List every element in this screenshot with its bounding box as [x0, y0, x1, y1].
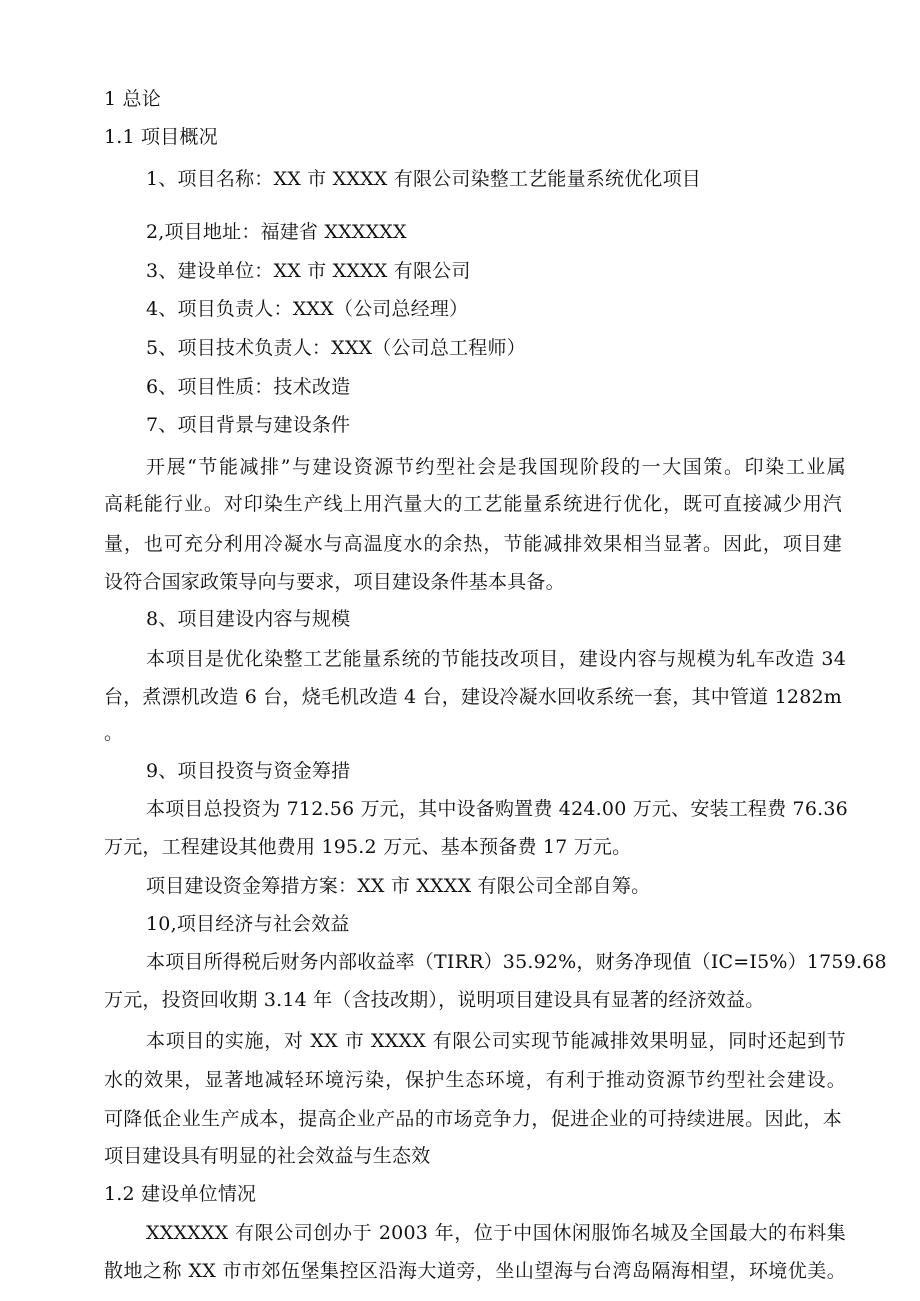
item-project-nature: 6、项目性质：技术改造	[146, 376, 351, 398]
paragraph-background-line-1: 开展“节能减排”与建设资源节约型社会是我国现阶段的一大国策。印染工业属	[146, 456, 846, 478]
paragraph-social-line-1: 本项目的实施，对 XX 市 XXXX 有限公司实现节能减排效果明显，同时还起到节	[146, 1030, 846, 1052]
paragraph-scale-line-3: 。	[104, 722, 124, 744]
section-heading-1-1: 1.1 项目概况	[104, 126, 218, 148]
paragraph-social-line-2: 水的效果，显著地减轻环境污染，保护生态环境，有利于推动资源节约型社会建设。	[104, 1069, 846, 1091]
chapter-heading: 1 总论	[104, 88, 161, 110]
paragraph-economic-line-2: 万元，投资回收期 3.14 年（含技改期），说明项目建设具有显著的经济效益。	[104, 989, 765, 1011]
paragraph-investment-line-1: 本项目总投资为 712.56 万元，其中设备购置费 424.00 万元、安装工程费 76.36	[146, 798, 848, 820]
paragraph-social-line-3: 可降低企业生产成本，提高企业产品的市场竞争力，促进企业的可持续进展。因此，本	[104, 1108, 842, 1130]
item-construction-unit: 3、建设单位：XX 市 XXXX 有限公司	[146, 260, 471, 282]
paragraph-economic-line-1: 本项目所得税后财务内部收益率（TIRR）35.92%，财务净现值（IC=I5%）1759.68	[146, 951, 887, 973]
item-background-heading: 7、项目背景与建设条件	[146, 414, 351, 436]
paragraph-background-line-2: 高耗能行业。对印染生产线上用汽量大的工艺能量系统进行优化，既可直接减少用汽	[104, 493, 842, 515]
item-project-name: 1、项目名称：XX 市 XXXX 有限公司染整工艺能量系统优化项目	[146, 168, 701, 190]
item-scale-heading: 8、项目建设内容与规模	[146, 608, 351, 630]
item-project-address: 2,项目地址：福建省 XXXXXX	[146, 221, 407, 243]
paragraph-company-line-1: XXXXXX 有限公司创办于 2003 年，位于中国休闲服饰名城及全国最大的布料集	[146, 1222, 846, 1244]
paragraph-scale-line-2: 台，煮漂机改造 6 台，烧毛机改造 4 台，建设冷凝水回收系统一套，其中管道 1282m	[104, 686, 842, 708]
item-project-leader: 4、项目负责人：XXX（公司总经理）	[146, 298, 469, 320]
paragraph-scale-line-1: 本项目是优化染整工艺能量系统的节能技改项目，建设内容与规模为轧车改造 34	[146, 648, 846, 670]
paragraph-company-line-2: 散地之称 XX 市市郊伍堡集控区沿海大道旁，坐山望海与台湾岛隔海相望，环境优美。	[104, 1260, 846, 1282]
item-investment-heading: 9、项目投资与资金筹措	[146, 760, 351, 782]
paragraph-background-line-4: 设符合国家政策导向与要求，项目建设条件基本具备。	[104, 571, 565, 593]
item-benefits-heading: 10,项目经济与社会效益	[146, 913, 350, 935]
paragraph-social-line-4: 项目建设具有明显的社会效益与生态效	[104, 1145, 431, 1167]
paragraph-investment-line-2: 万元，工程建设其他费用 195.2 万元、基本预备费 17 万元。	[104, 836, 632, 858]
item-technical-leader: 5、项目技术负责人：XXX（公司总工程师）	[146, 337, 526, 359]
paragraph-funding-plan: 项目建设资金筹措方案：XX 市 XXXX 有限公司全部自筹。	[146, 875, 651, 897]
section-heading-1-2: 1.2 建设单位情况	[104, 1183, 257, 1205]
paragraph-background-line-3: 量，也可充分利用冷凝水与高温度水的余热，节能减排效果相当显著。因此，项目建	[104, 533, 842, 555]
